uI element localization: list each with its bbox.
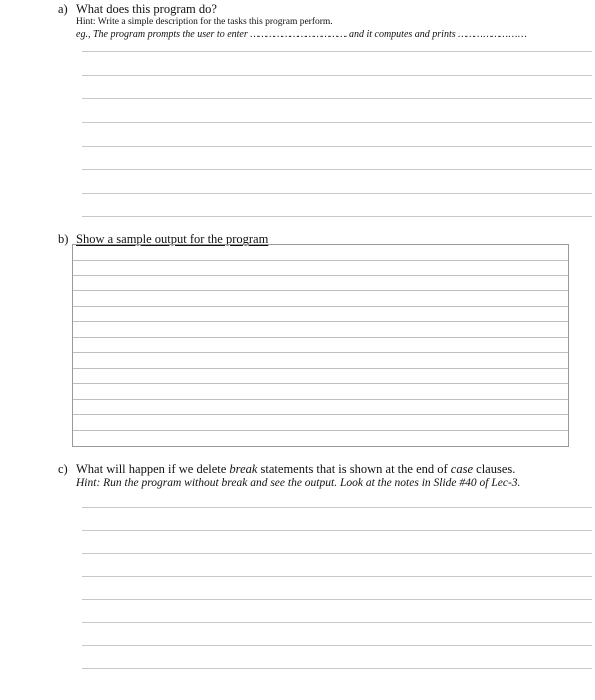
answer-line bbox=[82, 169, 592, 170]
answer-line bbox=[82, 51, 592, 52]
box-line bbox=[73, 352, 568, 353]
answer-line bbox=[82, 193, 592, 194]
example-prefix: eg., The program prompts the user to enter bbox=[76, 29, 248, 40]
answer-line bbox=[82, 530, 592, 531]
answer-line bbox=[82, 98, 592, 99]
answer-line bbox=[82, 507, 592, 508]
answer-line bbox=[82, 622, 592, 623]
question-em-case: case bbox=[450, 462, 474, 476]
section-c-hint: Hint: Run the program without break and see the output. Look at the notes in Slide #40 of Lec-3. bbox=[76, 477, 521, 489]
box-line bbox=[73, 290, 568, 291]
section-b-marker: b) bbox=[58, 232, 69, 246]
section-c-question bbox=[76, 462, 515, 477]
question-mid: statements that is shown at the end of bbox=[260, 462, 448, 476]
answer-line bbox=[82, 553, 592, 554]
question-post: clauses. bbox=[476, 462, 516, 476]
answer-line bbox=[82, 122, 592, 123]
example-dots-2: ……… ……… … … bbox=[458, 29, 526, 40]
box-line bbox=[73, 275, 568, 276]
answer-line bbox=[82, 668, 592, 669]
box-line bbox=[73, 430, 568, 431]
box-line bbox=[73, 383, 568, 384]
answer-line bbox=[82, 645, 592, 646]
answer-line bbox=[82, 216, 592, 217]
box-line bbox=[73, 399, 568, 400]
box-line bbox=[73, 368, 568, 369]
answer-line bbox=[82, 576, 592, 577]
answer-line bbox=[82, 146, 592, 147]
sample-output-box[interactable] bbox=[72, 244, 569, 447]
section-c-marker: c) bbox=[58, 462, 68, 476]
box-line bbox=[73, 306, 568, 307]
section-a-marker: a) bbox=[58, 2, 68, 16]
question-em-break: break bbox=[229, 462, 258, 476]
section-b-question: Show a sample output for the program bbox=[76, 232, 269, 246]
answer-line bbox=[82, 75, 592, 76]
box-line bbox=[73, 337, 568, 338]
box-line bbox=[73, 321, 568, 322]
section-a-hint: Hint: Write a simple description for the tasks this program perform. bbox=[76, 17, 333, 27]
box-line bbox=[73, 414, 568, 415]
box-line bbox=[73, 260, 568, 261]
section-a-question: What does this program do? bbox=[76, 2, 217, 16]
example-middle: and it computes and prints bbox=[348, 29, 456, 40]
section-a-example bbox=[76, 29, 526, 40]
answer-line bbox=[82, 599, 592, 600]
question-pre: What will happen if we delete bbox=[76, 462, 227, 476]
example-dots-1: ………………………………. bbox=[250, 29, 347, 40]
